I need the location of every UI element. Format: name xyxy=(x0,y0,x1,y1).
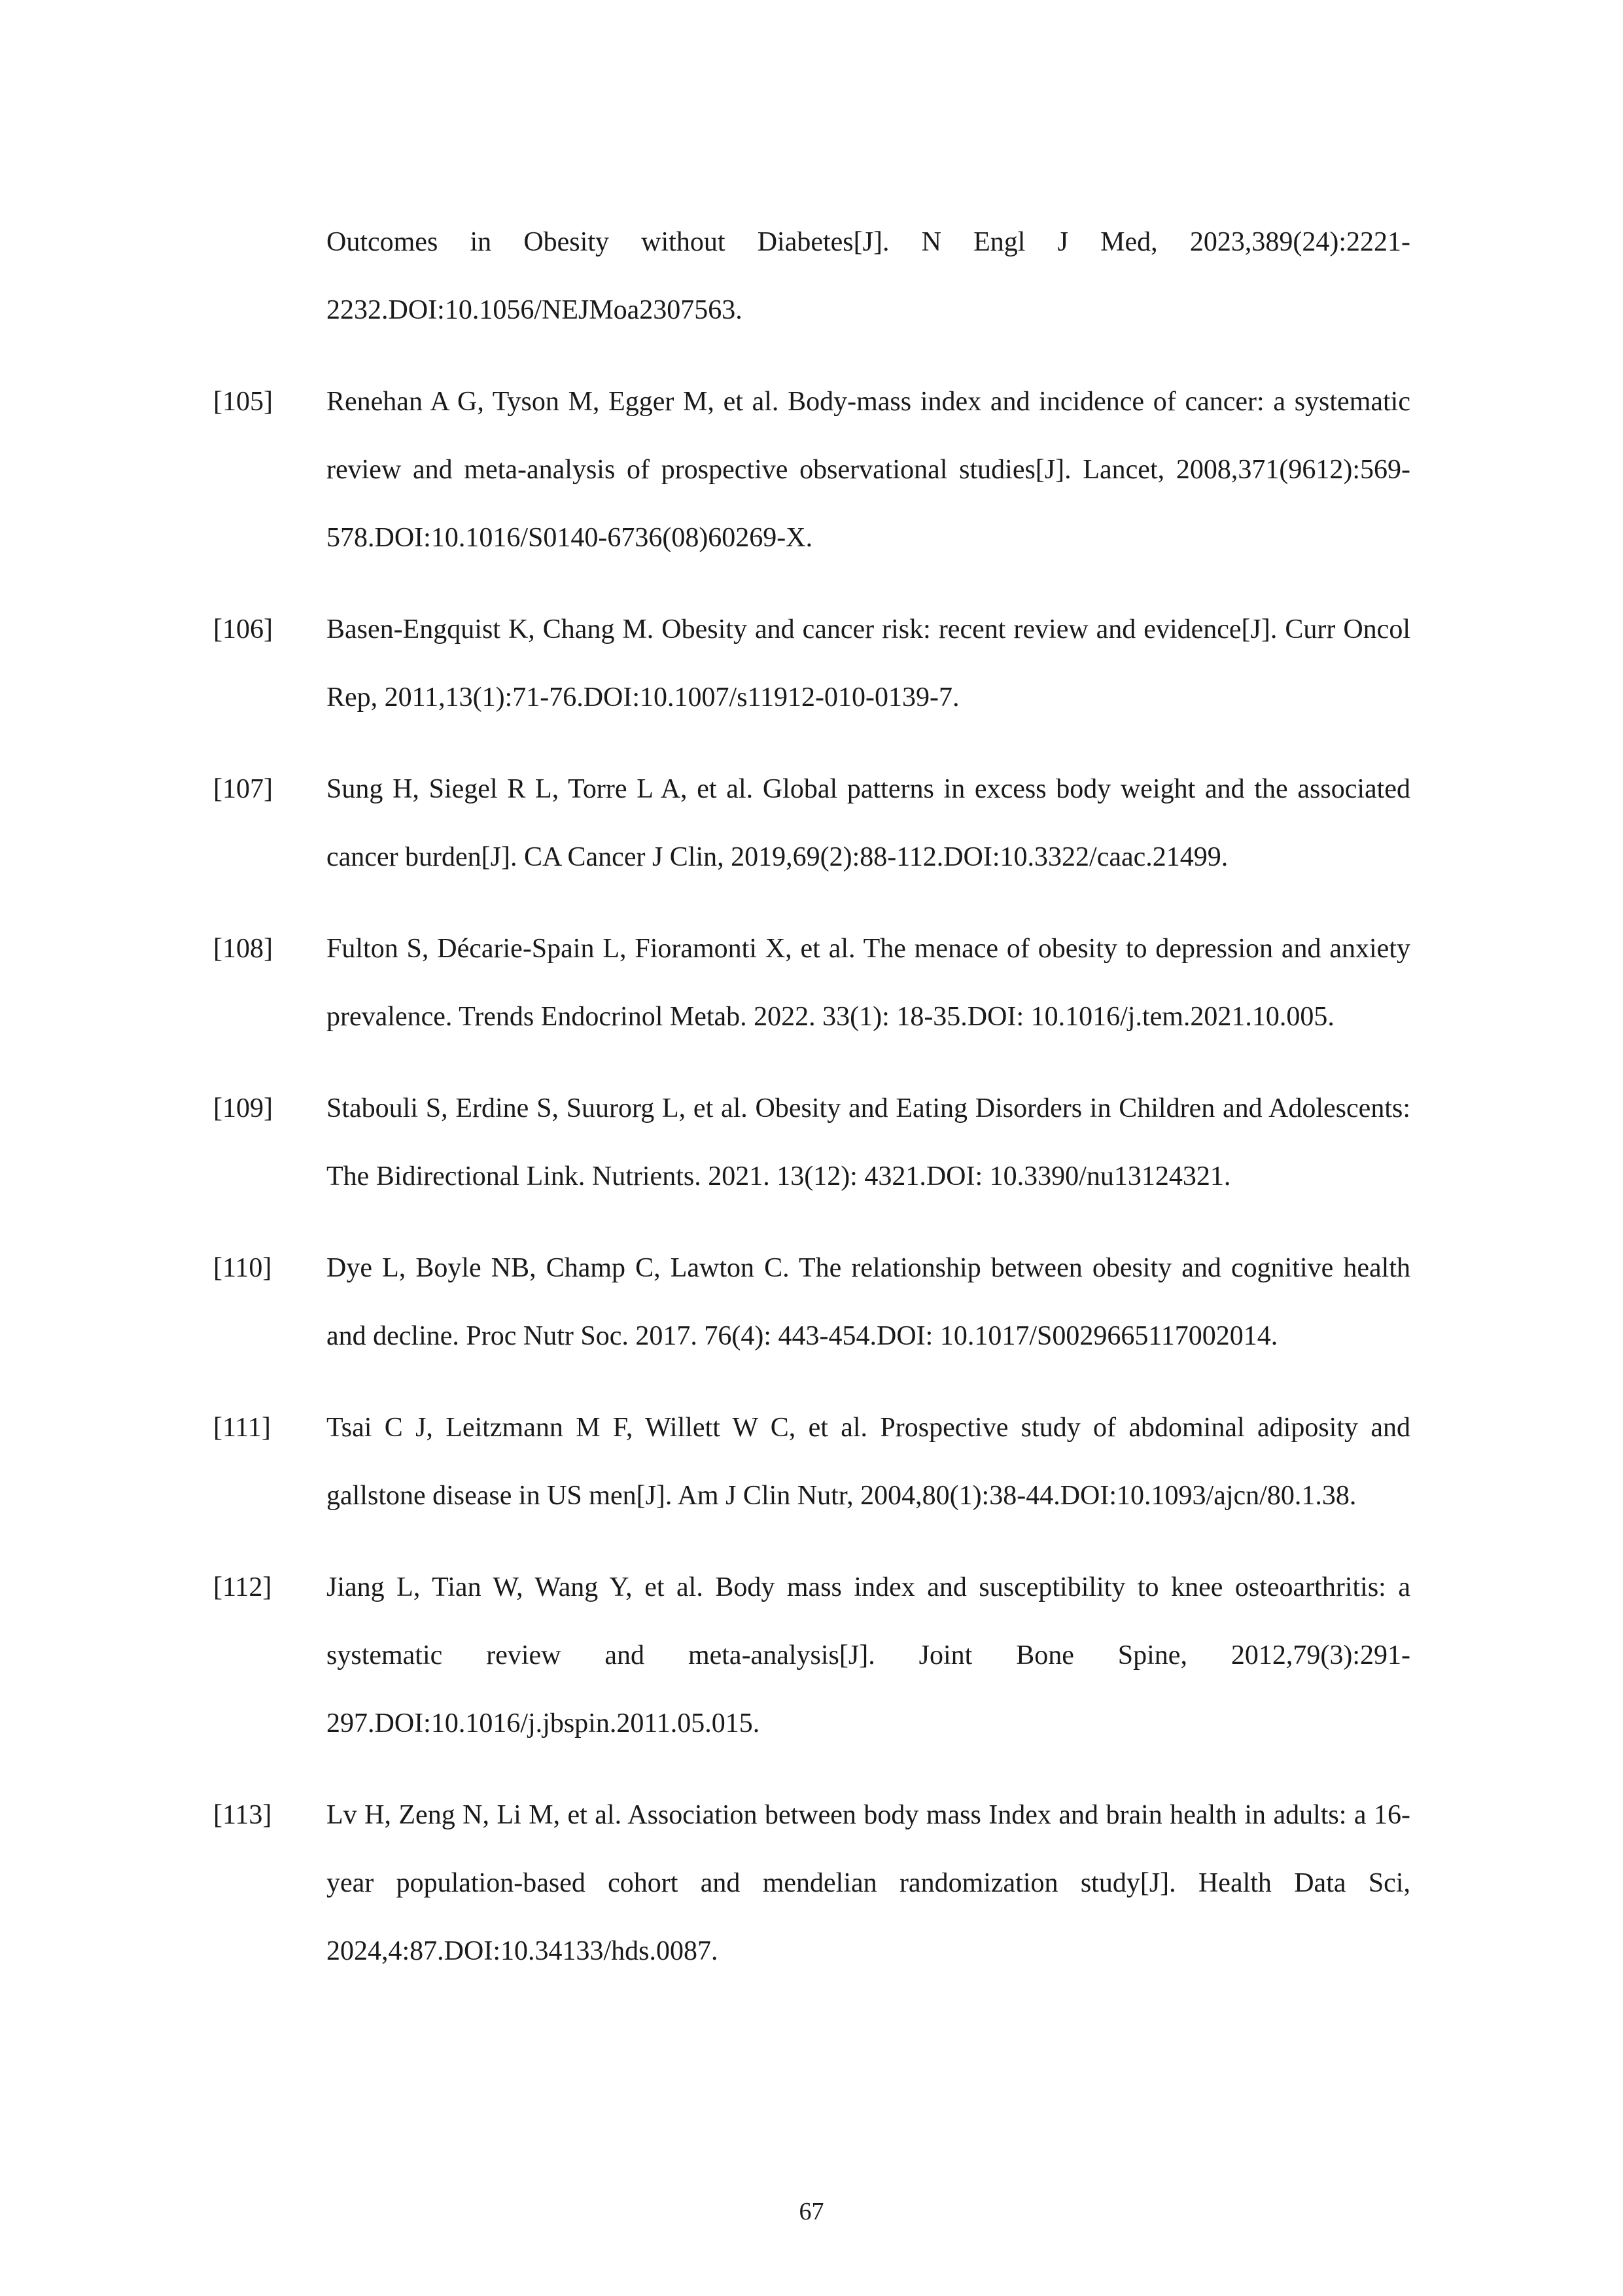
reference-number: [112] xyxy=(213,1572,272,1602)
reference-number: [109] xyxy=(213,1093,273,1123)
reference-entry xyxy=(213,1553,1410,1757)
reference-entry xyxy=(213,755,1410,891)
reference-entry xyxy=(213,1074,1410,1210)
page-number: 67 xyxy=(799,2198,824,2225)
reference-number: [107] xyxy=(213,774,273,804)
reference-entry xyxy=(213,595,1410,732)
reference-text: Tsai C J, Leitzmann M F, Willett W C, et al. Prospective study of abdominal adiposity and gallstone disease in US men[J]. Am J Clin Nutr, 2004,80(1):38-44.DOI:10.1093/ajcn/80.1.38. xyxy=(326,1413,1410,1511)
reference-text: Renehan A G, Tyson M, Egger M, et al. Body-mass index and incidence of cancer: a systematic review and meta-analysis of prospective observational studies[J]. Lancet, 2008,371(9612):569-578.DOI:10.1016/S0140-6736(08)60269-X. xyxy=(326,387,1410,553)
reference-text: Sung H, Siegel R L, Torre L A, et al. Global patterns in excess body weight and the associated cancer burden[J]. CA Cancer J Clin, 2019,69(2):88-112.DOI:10.3322/caac.21499. xyxy=(326,774,1410,872)
reference-text: Fulton S, Décarie-Spain L, Fioramonti X, et al. The menace of obesity to depression and anxiety prevalence. Trends Endocrinol Metab. 2022. 33(1): 18-35.DOI: 10.1016/j.tem.2021.10.005. xyxy=(326,934,1410,1032)
reference-text: Stabouli S, Erdine S, Suurorg L, et al. Obesity and Eating Disorders in Children and Adolescents: The Bidirectional Link. Nutrients. 2021. 13(12): 4321.DOI: 10.3390/nu13124321. xyxy=(326,1093,1410,1192)
reference-list xyxy=(213,208,1410,2009)
reference-entry xyxy=(213,1394,1410,1530)
reference-number: [106] xyxy=(213,614,273,645)
reference-number: [110] xyxy=(213,1253,272,1283)
reference-entry xyxy=(213,1781,1410,1985)
reference-text: Lv H, Zeng N, Li M, et al. Association between body mass Index and brain health in adults: a 16-year population-based cohort and mendelian randomization study[J]. Health Data Sci, 2024,4:87.DOI:10.34133/hds.0087. xyxy=(326,1800,1410,1966)
reference-entry xyxy=(213,368,1410,572)
reference-number: [113] xyxy=(213,1800,272,1830)
reference-text: Basen-Engquist K, Chang M. Obesity and cancer risk: recent review and evidence[J]. Curr Oncol Rep, 2011,13(1):71-76.DOI:10.1007/s11912-010-0139-7. xyxy=(326,614,1410,713)
reference-number: [108] xyxy=(213,934,273,964)
reference-entry xyxy=(213,1234,1410,1370)
reference-text: Dye L, Boyle NB, Champ C, Lawton C. The relationship between obesity and cognitive health and decline. Proc Nutr Soc. 2017. 76(4): 443-454.DOI: 10.1017/S0029665117002014. xyxy=(326,1253,1410,1351)
reference-entry xyxy=(213,915,1410,1051)
reference-entry xyxy=(213,208,1410,344)
reference-text: Outcomes in Obesity without Diabetes[J]. N Engl J Med, 2023,389(24):2221-2232.DOI:10.1056/NEJMoa2307563. xyxy=(326,227,1410,325)
reference-text: Jiang L, Tian W, Wang Y, et al. Body mass index and susceptibility to knee osteoarthritis: a systematic review and meta-analysis[J]. Joint Bone Spine, 2012,79(3):291-297.DOI:10.1016/j.jbspin.2011.05.015. xyxy=(326,1572,1410,1739)
reference-number: [111] xyxy=(213,1413,271,1443)
reference-number: [105] xyxy=(213,387,273,417)
